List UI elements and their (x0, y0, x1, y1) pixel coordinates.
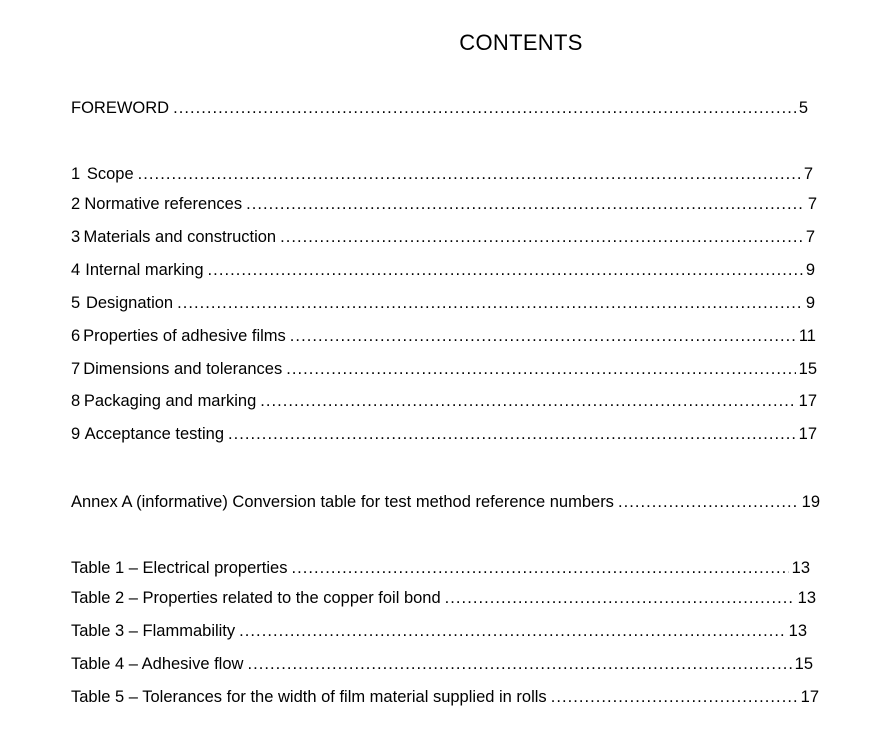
dot-leader (280, 226, 803, 248)
dot-leader (239, 620, 785, 642)
toc-entry-table[interactable] (71, 653, 813, 675)
toc-entry-section[interactable] (71, 358, 817, 380)
toc-entry-section[interactable] (71, 325, 816, 347)
toc-entry-label: Packaging and marking (83, 392, 257, 410)
dot-leader (551, 686, 798, 708)
toc-page-number: 13 (788, 622, 807, 640)
toc-entry-label: Scope (86, 165, 134, 183)
toc-section-number: 4 (71, 261, 81, 279)
toc-page-number: 13 (797, 589, 816, 607)
toc-entry-label: Table 1 – Electrical properties (71, 559, 288, 577)
toc-page-number: 7 (803, 165, 813, 183)
dot-leader (228, 423, 796, 445)
toc-entry-label: Properties of adhesive films (83, 327, 286, 345)
toc-page-number: 15 (794, 655, 813, 673)
dot-leader (618, 491, 799, 513)
dot-leader (177, 292, 803, 314)
toc-entry-label: Materials and construction (83, 228, 277, 246)
toc-entry-label: FOREWORD (71, 99, 170, 117)
dot-leader (286, 358, 795, 380)
toc-entry-label: Dimensions and tolerances (83, 360, 283, 378)
toc-entry-section[interactable] (71, 163, 813, 185)
toc-entry-label: Table 2 – Properties related to the copper foil bond (71, 589, 441, 607)
toc-section-number: 2 (71, 195, 81, 213)
dot-leader (173, 97, 796, 119)
toc-page-number: 7 (805, 228, 815, 246)
toc-page-number: 7 (807, 195, 817, 213)
dot-leader (260, 390, 795, 412)
dot-leader (247, 653, 791, 675)
toc-page-number: 17 (798, 425, 817, 443)
toc-section-number: 8 (71, 392, 81, 410)
toc-entry-label: Internal marking (85, 261, 204, 279)
toc-entry-table[interactable] (71, 587, 816, 609)
toc-entry-annex[interactable] (71, 491, 820, 513)
toc-entry-table[interactable] (71, 620, 807, 642)
toc-page-number: 9 (805, 294, 815, 312)
toc-entry-label: Table 3 – Flammability (71, 622, 236, 640)
toc-page-number: 13 (791, 559, 810, 577)
toc-page-number: 9 (805, 261, 815, 279)
toc-entry-section[interactable] (71, 390, 817, 412)
dot-leader (445, 587, 795, 609)
dot-leader (246, 193, 805, 215)
dot-leader (138, 163, 801, 185)
toc-page-number: 17 (800, 688, 819, 706)
toc-entry-label: Annex A (informative) Conversion table for test method reference numbers (71, 493, 614, 511)
toc-entry-label: Table 5 – Tolerances for the width of film material supplied in rolls (71, 688, 547, 706)
toc-entry-table[interactable] (71, 557, 810, 579)
toc-entry-foreword[interactable] (71, 97, 808, 119)
toc-section-number: 3 (71, 228, 81, 246)
toc-page-number: 5 (798, 99, 808, 117)
toc-page-number: 19 (801, 493, 820, 511)
toc-entry-section[interactable] (71, 259, 815, 281)
toc-section-number: 6 (71, 327, 81, 345)
toc-entry-table[interactable] (71, 686, 819, 708)
toc-entry-label: Designation (85, 294, 174, 312)
toc-entry-label: Acceptance testing (84, 425, 224, 443)
toc-entry-section[interactable] (71, 226, 815, 248)
toc-page-number: 11 (798, 327, 816, 345)
dot-leader (208, 259, 803, 281)
dot-leader (291, 557, 788, 579)
dot-leader (290, 325, 796, 347)
page-title: CONTENTS (459, 30, 583, 55)
toc-section-number: 9 (71, 425, 81, 443)
toc-section-number: 5 (71, 294, 81, 312)
toc-entry-label: Normative references (84, 195, 243, 213)
toc-entry-label: Table 4 – Adhesive flow (71, 655, 244, 673)
toc-entry-section[interactable] (71, 193, 817, 215)
toc-section-number: 7 (71, 360, 81, 378)
toc-page-number: 17 (798, 392, 817, 410)
toc-section-number: 1 (71, 165, 81, 183)
toc-entry-section[interactable] (71, 423, 817, 445)
toc-entry-section[interactable] (71, 292, 815, 314)
toc-page-number: 15 (798, 360, 817, 378)
